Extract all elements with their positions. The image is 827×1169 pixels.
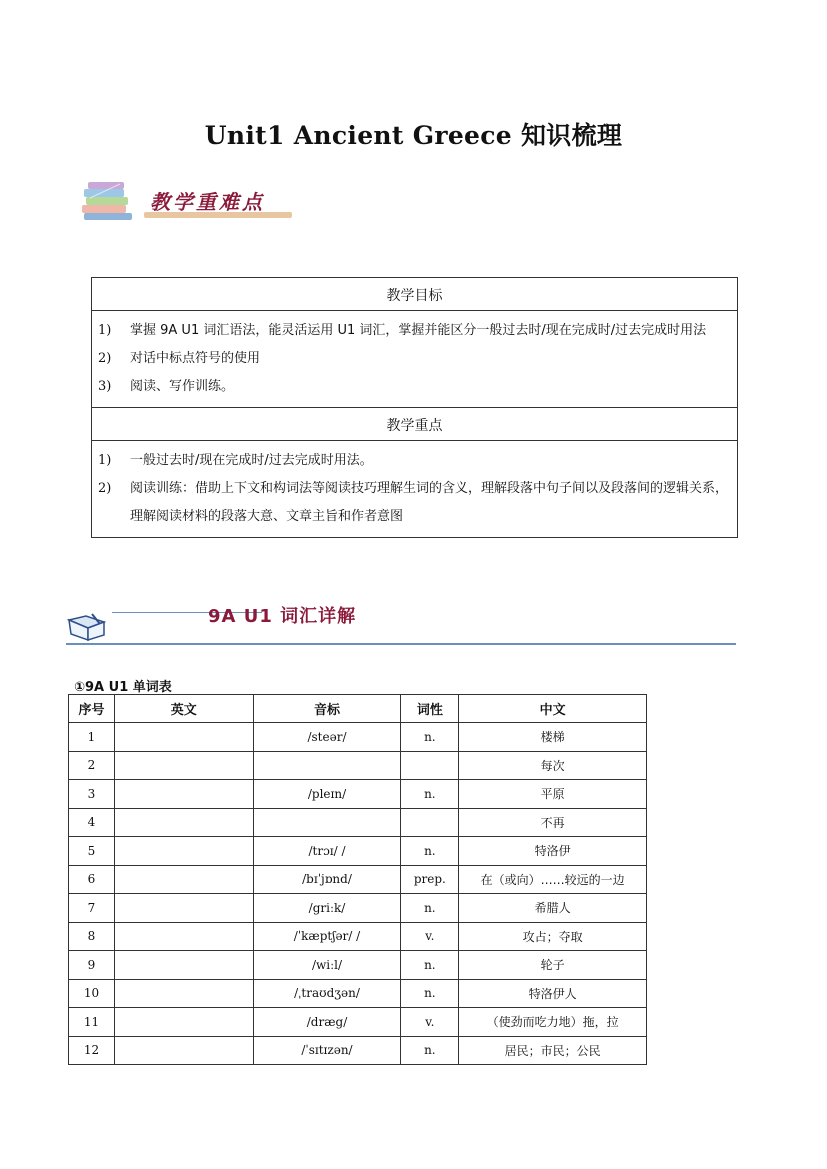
section-label: 9A U1 词汇详解 [208,606,357,627]
cell-pos: n. [401,894,459,923]
item-text: 掌握 9A U1 词汇语法，能灵活运用 U1 词汇，掌握并能区分一般过去时/现在完成时/过去完成时用法 [130,323,707,338]
cell-chinese: 在（或向）……较远的一边 [459,865,647,894]
cell-english [114,894,253,923]
header-chinese: 中文 [459,695,647,723]
cell-phonetic: /bɪˈjɒnd/ [253,865,401,894]
cell-phonetic: /ˈsɪtɪzən/ [253,1036,401,1065]
cell-english [114,1008,253,1037]
cell-phonetic [253,751,401,780]
vocab-table-title: ①9A U1 单词表 [74,680,172,695]
cell-phonetic: /steər/ [253,723,401,752]
cell-phonetic: /trɔɪ/ / [253,837,401,866]
table-row [69,951,647,980]
list-item [92,345,737,373]
cell-no: 5 [69,837,115,866]
cell-chinese: 特洛伊人 [459,979,647,1008]
cell-pos: v. [401,1008,459,1037]
cell-english [114,780,253,809]
list-item [92,475,737,531]
cell-english [114,1036,253,1065]
cell-chinese: 每次 [459,751,647,780]
item-text: 阅读训练：借助上下文和构词法等阅读技巧理解生词的含义，理解段落中句子间以及段落间的逻辑关系，理解阅读材料的段落大意、文章主旨和作者意图 [130,481,729,524]
item-number: 1) [98,453,112,468]
table-row [69,979,647,1008]
cell-chinese: 平原 [459,780,647,809]
books-icon [80,178,140,222]
cell-pos: v. [401,922,459,951]
cell-pos [401,751,459,780]
section-divider [66,643,736,645]
cell-pos: n. [401,1036,459,1065]
cell-no: 12 [69,1036,115,1065]
cell-chinese: 攻占；夺取 [459,922,647,951]
table-row [69,894,647,923]
cell-chinese: （使劲而吃力地）拖，拉 [459,1008,647,1037]
cell-chinese: 特洛伊 [459,837,647,866]
table-row [69,808,647,837]
cell-chinese: 希腊人 [459,894,647,923]
cell-pos: n. [401,780,459,809]
teaching-goals-table [91,277,738,538]
cell-phonetic: /ˌtraʊdʒən/ [253,979,401,1008]
section-header-vocab [66,598,736,648]
item-number: 2) [98,481,112,496]
objectives-header: 教学目标 [92,278,737,311]
cell-no: 11 [69,1008,115,1037]
table-row [69,723,647,752]
cell-phonetic: /pleɪn/ [253,780,401,809]
cell-chinese: 楼梯 [459,723,647,752]
cell-no: 7 [69,894,115,923]
cell-no: 4 [69,808,115,837]
item-number: 1) [98,323,112,338]
list-item [92,317,737,345]
cell-no: 10 [69,979,115,1008]
cell-phonetic: /wiːl/ [253,951,401,980]
cell-no: 2 [69,751,115,780]
key-points-list [92,441,737,537]
cell-no: 9 [69,951,115,980]
cell-pos [401,808,459,837]
cell-english [114,808,253,837]
cell-chinese: 居民；市民；公民 [459,1036,647,1065]
cell-phonetic [253,808,401,837]
cell-phonetic: /dræg/ [253,1008,401,1037]
header-no: 序号 [69,695,115,723]
section-label: 教学重难点 [150,190,265,214]
item-text: 阅读、写作训练。 [130,379,235,394]
cell-pos: prep. [401,865,459,894]
cell-english [114,922,253,951]
header-english: 英文 [114,695,253,723]
cell-english [114,865,253,894]
open-book-icon [66,610,108,644]
header-phonetic: 音标 [253,695,401,723]
cell-no: 3 [69,780,115,809]
header-pos: 词性 [401,695,459,723]
cell-english [114,723,253,752]
cell-phonetic: /griːk/ [253,894,401,923]
key-points-header: 教学重点 [92,407,737,441]
table-row [69,1008,647,1037]
table-row [69,780,647,809]
cell-pos: n. [401,951,459,980]
cell-no: 8 [69,922,115,951]
item-text: 对话中标点符号的使用 [130,351,261,366]
cell-no: 6 [69,865,115,894]
table-row [69,751,647,780]
cell-english [114,979,253,1008]
table-row [69,922,647,951]
cell-english [114,751,253,780]
table-header-row [69,695,647,723]
list-item [92,447,737,475]
cell-english [114,951,253,980]
vocab-table [68,694,647,1065]
section-header-teaching-points [80,176,300,224]
cell-english [114,837,253,866]
cell-pos: n. [401,723,459,752]
table-row [69,837,647,866]
cell-phonetic: /ˈkæptʃər/ / [253,922,401,951]
table-row [69,1036,647,1065]
cell-chinese: 轮子 [459,951,647,980]
table-row [69,865,647,894]
item-number: 3) [98,379,112,394]
item-text: 一般过去时/现在完成时/过去完成时用法。 [130,453,373,468]
cell-pos: n. [401,837,459,866]
cell-no: 1 [69,723,115,752]
list-item [92,373,737,401]
objectives-list [92,311,737,407]
cell-chinese: 不再 [459,808,647,837]
cell-pos: n. [401,979,459,1008]
page-title: Unit1 Ancient Greece 知识梳理 [204,121,623,150]
item-number: 2) [98,351,112,366]
